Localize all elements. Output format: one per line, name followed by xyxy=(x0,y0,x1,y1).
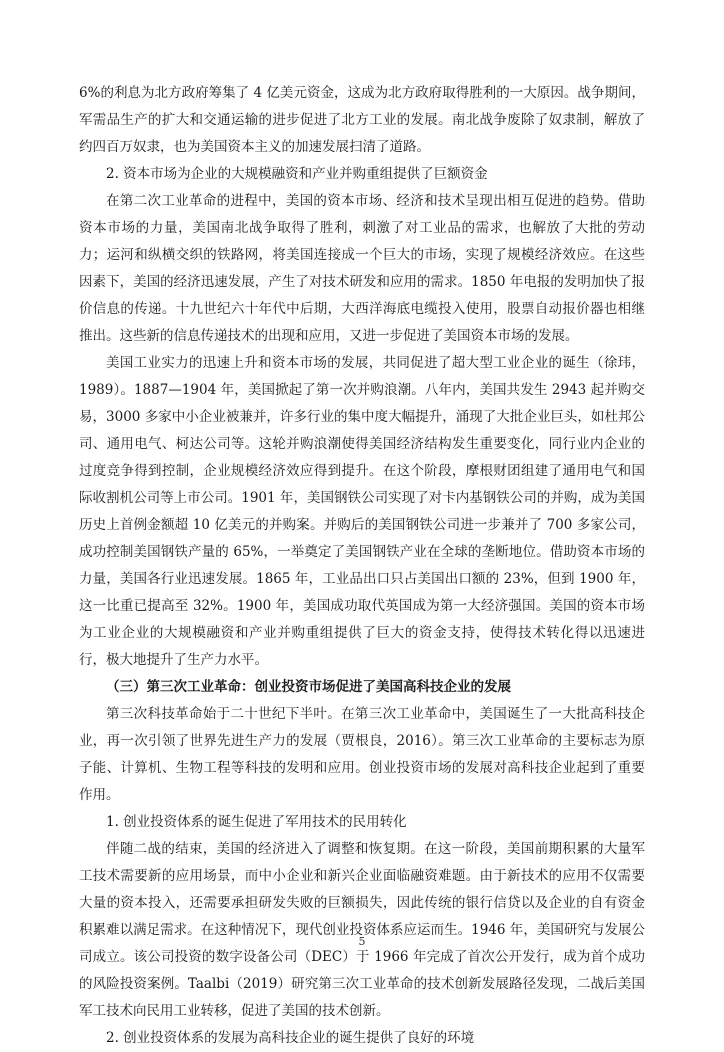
document-body xyxy=(79,80,645,1052)
paragraph-mergers: 美国工业实力的迅速上升和资本市场的发展，共同促进了超大型工业企业的诞生（徐玮，1989）。1887—1904 年，美国掀起了第一次并购浪潮。八年内，美国共发生 2943 起并购交易，3000 多家中小企业被兼并，许多行业的集中度大幅提升，涌现了大批企业巨头，如杜邦公司、通用电气、柯达公司等。这轮并购浪潮使得美国经济结构发生重要变化，同行业内企业的过度竞争得到控制，企业规模经济效应得到提升。在这个阶段，摩根财团组建了通用电气和国际收割机公司等上市公司。1901 年，美国钢铁公司实现了对卡内基钢铁公司的并购，成为美国历史上首例金额超 10 亿美元的并购案。并购后的美国钢铁公司进一步兼并了 700 多家公司，成功控制美国钢铁产量的 65%，一举奠定了美国钢铁产业在全球的垄断地位。借助资本市场的力量，美国各行业迅速发展。1865 年，工业品出口只占美国出口额的 23%，但到 1900 年，这一比重已提高至 32%。1900 年，美国成功取代英国成为第一大经济强国。美国的资本市场为工业企业的大规模融资和产业并购重组提供了巨大的资金支持，使得技术转化得以迅速进行，极大地提升了生产力水平。 xyxy=(79,355,645,668)
subheading-venture-development: 2. 创业投资体系的发展为高科技企业的诞生提供了良好的环境 xyxy=(106,1030,475,1046)
paragraph-continuation: 6%的利息为北方政府筹集了 4 亿美元资金，这成为北方政府取得胜利的一大原因。战争期间，军需品生产的扩大和交通运输的进步促进了北方工业的发展。南北战争废除了奴隶制，解放了约四百万奴隶，也为美国资本主义的加速发展扫清了道路。 xyxy=(79,85,645,155)
paragraph-third-revolution: 第三次科技革命始于二十世纪下半叶。在第三次工业革命中，美国诞生了一大批高科技企业，再一次引领了世界先进生产力的发展（贾根良，2016）。第三次工业革命的主要标志为原子能、计算机、生物工程等科技的发明和应用。创业投资市场的发展对高科技企业起到了重要作用。 xyxy=(79,706,645,803)
subheading-venture-birth: 1. 创业投资体系的诞生促进了军用技术的民用转化 xyxy=(106,814,407,830)
paragraph-second-revolution: 在第二次工业革命的进程中，美国的资本市场、经济和技术呈现出相互促进的趋势。借助资本市场的力量，美国南北战争取得了胜利，刺激了对工业品的需求，也解放了大批的劳动力；运河和纵横交织的铁路网，将美国连接成一个巨大的市场，实现了规模经济效应。在这些因素下，美国的经济迅速发展，产生了对技术研发和应用的需求。1850 年电报的发明加快了报价信息的传递。十九世纪六十年代中后期，大西洋海底电缆投入使用，股票自动报价器也相继推出。这些新的信息传递技术的出现和应用，又进一步促进了美国资本市场的发展。 xyxy=(79,193,645,344)
subheading-capital-market: 2. 资本市场为企业的大规模融资和产业并购重组提供了巨额资金 xyxy=(106,166,488,182)
section-heading-third-revolution: （三）第三次工业革命：创业投资市场促进了美国高科技企业的发展 xyxy=(106,679,511,695)
paragraph-venture-birth: 伴随二战的结束，美国的经济进入了调整和恢复期。在这一阶段，美国前期积累的大量军工技术需要新的应用场景，而中小企业和新兴企业面临融资难题。由于新技术的应用不仅需要大量的资本投入，还需要承担研发失败的巨额损失，因此传统的银行信贷以及企业的自有资金积累难以满足需求。在这种情况下，现代创业投资体系应运而生。1946 年，美国研究与发展公司成立。该公司投资的数字设备公司（DEC）于 1966 年完成了首次公开发行，成为首个成功的风险投资案例。Taalbi（2019）研究第三次工业革命的技术创新发展路径发现，二战后美国军工技术向民用工业转移，促进了美国的技术创新。 xyxy=(79,841,645,1019)
page-number: 5 xyxy=(358,935,366,948)
